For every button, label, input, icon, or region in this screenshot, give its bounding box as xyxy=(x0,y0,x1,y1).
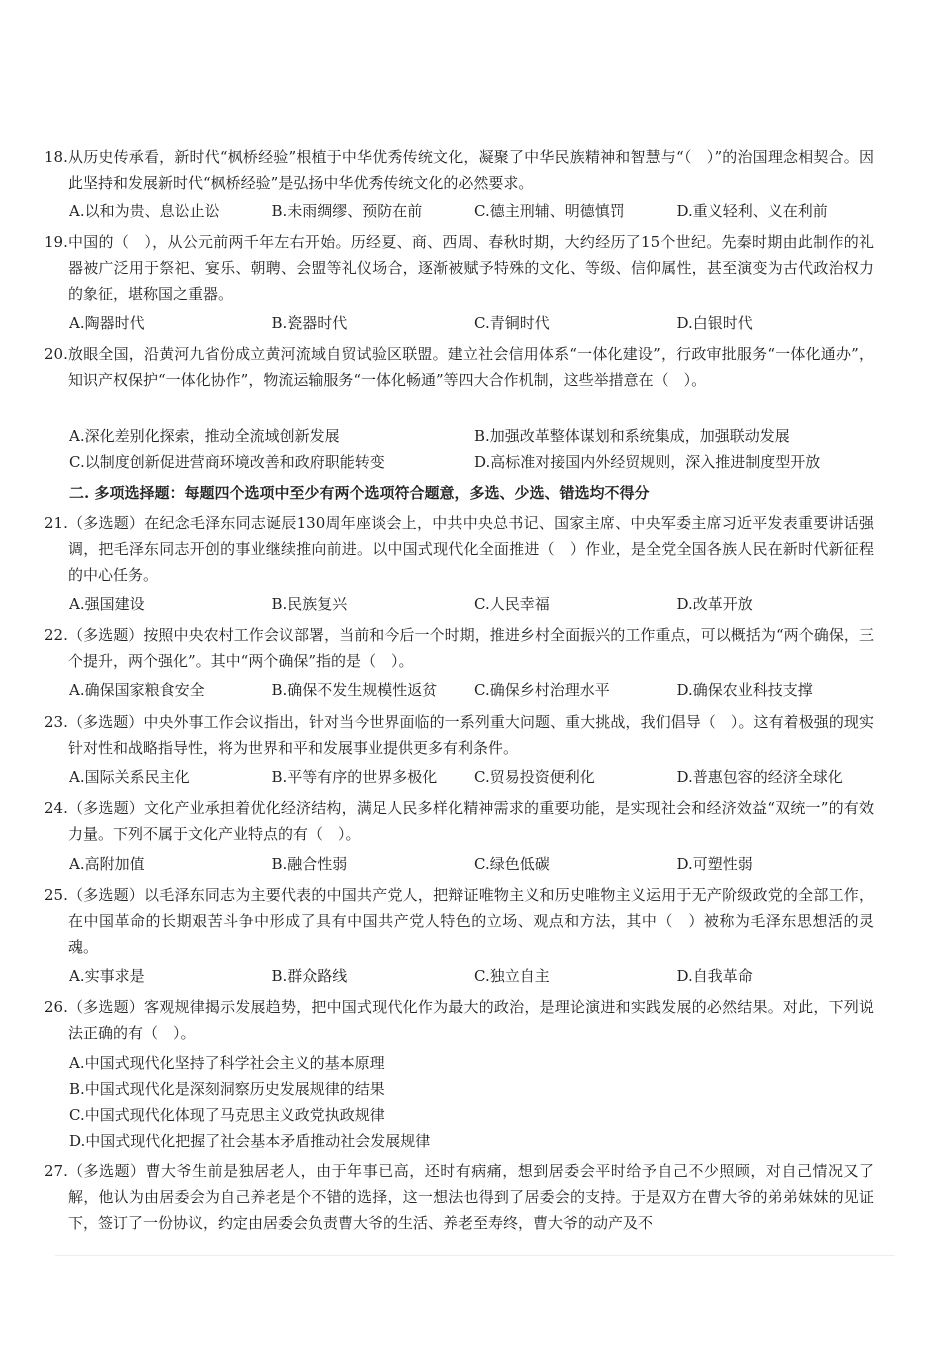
question-22 xyxy=(44,622,874,674)
option-c: C.人民幸福 xyxy=(474,595,550,613)
options-26 xyxy=(69,1050,879,1154)
option-b: B.中国式现代化是深刻洞察历史发展规律的结果 xyxy=(69,1080,385,1098)
question-number: 23. xyxy=(44,713,68,731)
option-b: B.群众路线 xyxy=(271,967,348,985)
option-d: D.自我革命 xyxy=(676,967,753,985)
option-b: B.未雨绸缪、预防在前 xyxy=(271,202,423,220)
question-20 xyxy=(44,341,874,393)
option-d: D.确保农业科技支撑 xyxy=(676,681,813,699)
question-number: 20. xyxy=(44,345,68,363)
question-26 xyxy=(44,994,874,1046)
question-19 xyxy=(44,229,874,307)
option-b: B.融合性弱 xyxy=(271,855,348,873)
question-text: （多选题）按照中央农村工作会议部署，当前和今后一个时期，推进乡村全面振兴的工作重点，可以概括为“两个确保，三个提升，两个强化”。其中“两个确保”指的是（ ）。 xyxy=(68,626,874,670)
option-b: B.加强改革整体谋划和系统集成，加强联动发展 xyxy=(474,427,790,445)
question-text: （多选题）客观规律揭示发展趋势，把中国式现代化作为最大的政治，是理论演进和实践发展的必然结果。对此，下列说法正确的有（ ）。 xyxy=(68,998,874,1042)
option-c: C.独立自主 xyxy=(474,967,550,985)
option-b: B.确保不发生规模性返贫 xyxy=(271,681,438,699)
question-text: 从历史传承看，新时代“枫桥经验”根植于中华优秀传统文化，凝聚了中华民族精神和智慧与“（ ）”的治国理念相契合。因此坚持和发展新时代“枫桥经验”是弘扬中华优秀传统文化的必然要求。 xyxy=(68,148,874,192)
option-c: C.德主刑辅、明德慎罚 xyxy=(474,202,625,220)
option-c: C.中国式现代化体现了马克思主义政党执政规律 xyxy=(69,1106,385,1124)
question-25 xyxy=(44,882,874,960)
option-d: D.中国式现代化把握了社会基本矛盾推动社会发展规律 xyxy=(69,1132,431,1150)
question-text: （多选题）曹大爷生前是独居老人，由于年事已高，还时有病痛，想到居委会平时给予自己不少照顾，对自己情况又了解，他认为由居委会为自己养老是个不错的选择，这一想法也得到了居委会的支持。于是双方在曹大爷的弟弟妹妹的见证下，签订了一份协议，约定由居委会负责曹大爷的生活、养老至寿终，曹大爷的动产及不 xyxy=(68,1162,874,1232)
option-b: B.民族复兴 xyxy=(271,595,348,613)
options-23 xyxy=(69,764,879,790)
option-a: A.中国式现代化坚持了科学社会主义的基本原理 xyxy=(69,1054,385,1072)
question-number: 18. xyxy=(44,148,68,166)
option-c: C.青铜时代 xyxy=(474,314,550,332)
question-text: 中国的（ ），从公元前两千年左右开始。历经夏、商、西周、春秋时期，大约经历了15个世纪。先秦时期由此制作的礼器被广泛用于祭祀、宴乐、朝聘、会盟等礼仪场合，逐渐被赋予特殊的文化、等级、信仰属性，甚至演变为古代政治权力的象征，堪称国之重器。 xyxy=(68,233,874,303)
options-22 xyxy=(69,677,879,703)
option-d: D.改革开放 xyxy=(676,595,753,613)
option-d: D.高标准对接国内外经贸规则，深入推进制度型开放 xyxy=(474,453,821,471)
question-number: 27. xyxy=(44,1162,68,1180)
options-24 xyxy=(69,851,879,877)
option-d: D.可塑性弱 xyxy=(676,855,753,873)
question-text: 放眼全国，沿黄河九省份成立黄河流域自贸试验区联盟。建立社会信用体系“一体化建设”，行政审批服务“一体化通办”，知识产权保护“一体化协作”，物流运输服务“一体化畅通”等四大合作机制，这些举措意在（ ）。 xyxy=(68,345,874,389)
option-d: D.普惠包容的经济全球化 xyxy=(676,768,843,786)
options-19 xyxy=(69,310,879,336)
option-a: A.国际关系民主化 xyxy=(69,768,190,786)
option-c: C.确保乡村治理水平 xyxy=(474,681,610,699)
option-a: A.高附加值 xyxy=(69,855,145,873)
question-number: 24. xyxy=(44,799,68,817)
question-text: （多选题）在纪念毛泽东同志诞辰130周年座谈会上，中共中央总书记、国家主席、中央军委主席习近平发表重要讲话强调，把毛泽东同志开创的事业继续推向前进。以中国式现代化全面推进（ ）作业，是全党全国各族人民在新时代新征程的中心任务。 xyxy=(68,514,874,584)
options-25 xyxy=(69,963,879,989)
options-20 xyxy=(69,423,879,475)
option-b: B.平等有序的世界多极化 xyxy=(271,768,438,786)
option-a: A.实事求是 xyxy=(69,967,145,985)
option-a: A.陶器时代 xyxy=(69,314,145,332)
option-d: D.白银时代 xyxy=(676,314,753,332)
option-a: A.深化差别化探索，推动全流域创新发展 xyxy=(69,427,340,445)
option-d: D.重义轻利、义在利前 xyxy=(676,202,828,220)
option-a: A.强国建设 xyxy=(69,595,145,613)
option-c: C.贸易投资便利化 xyxy=(474,768,595,786)
question-number: 22. xyxy=(44,626,68,644)
question-21 xyxy=(44,510,874,588)
question-text: （多选题）中央外事工作会议指出，针对当今世界面临的一系列重大问题、重大挑战，我们倡导（ ）。这有着极强的现实针对性和战略指导性，将为世界和平和发展事业提供更多有利条件。 xyxy=(68,713,874,757)
question-23 xyxy=(44,709,874,761)
question-number: 25. xyxy=(44,886,68,904)
question-18 xyxy=(44,144,874,196)
option-c: C.以制度创新促进营商环境改善和政府职能转变 xyxy=(69,453,385,471)
page-divider xyxy=(55,1255,895,1256)
options-18 xyxy=(69,198,879,224)
question-text: （多选题）文化产业承担着优化经济结构，满足人民多样化精神需求的重要功能，是实现社会和经济效益“双统一”的有效力量。下列不属于文化产业特点的有（ ）。 xyxy=(68,799,874,843)
question-number: 19. xyxy=(44,233,68,251)
option-b: B.瓷器时代 xyxy=(271,314,348,332)
question-number: 21. xyxy=(44,514,68,532)
section-title: 二. 多项选择题：每题四个选项中至少有两个选项符合题意，多选、少选、错选均不得分 xyxy=(69,484,650,502)
question-number: 26. xyxy=(44,998,68,1016)
option-c: C.绿色低碳 xyxy=(474,855,550,873)
question-text: （多选题）以毛泽东同志为主要代表的中国共产党人，把辩证唯物主义和历史唯物主义运用于无产阶级政党的全部工作，在中国革命的长期艰苦斗争中形成了具有中国共产党人特色的立场、观点和方法，其中（ ）被称为毛泽东思想活的灵魂。 xyxy=(68,886,874,956)
option-a: A.确保国家粮食安全 xyxy=(69,681,205,699)
options-21 xyxy=(69,591,879,617)
question-24 xyxy=(44,795,874,847)
question-27 xyxy=(44,1158,874,1236)
option-a: A.以和为贵、息讼止讼 xyxy=(69,202,220,220)
